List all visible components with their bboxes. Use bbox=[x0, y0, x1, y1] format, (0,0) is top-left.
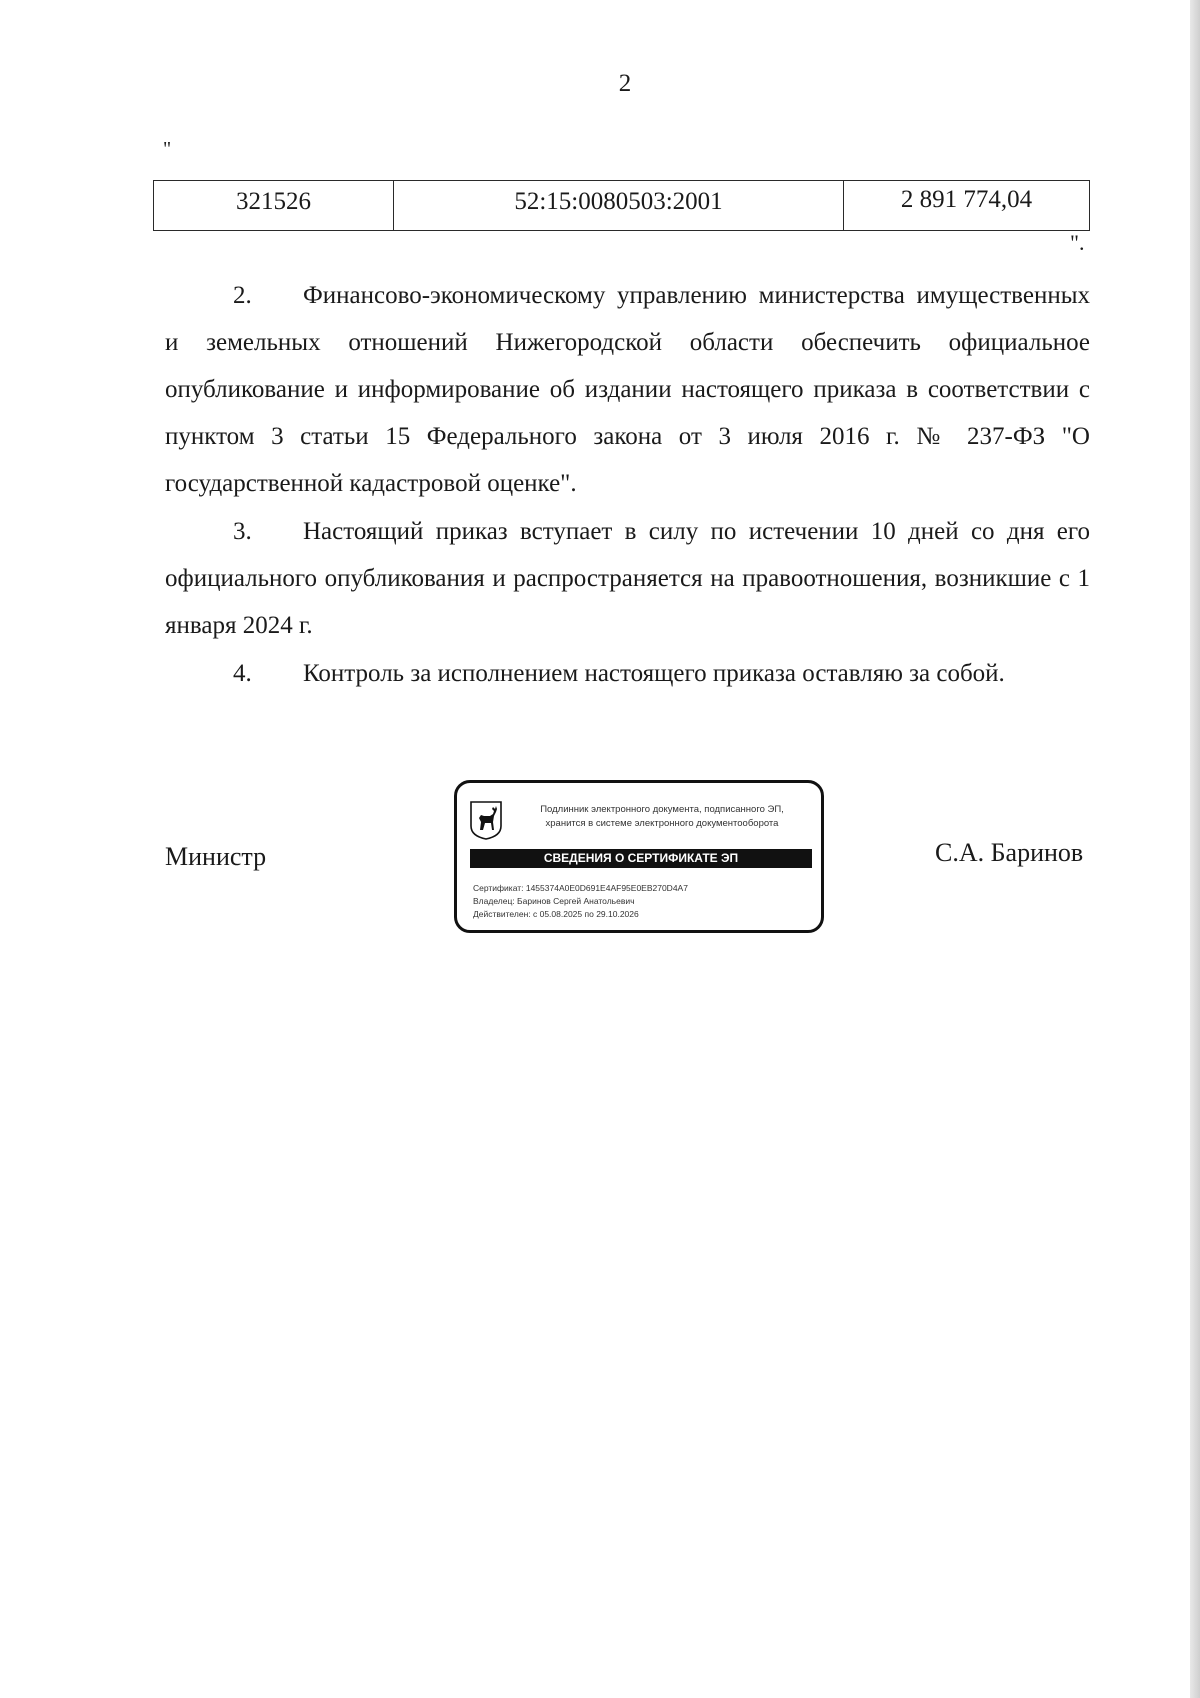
signatory-title: Министр bbox=[165, 842, 267, 871]
table-cell-cadastral-value: 2 891 774,04 bbox=[900, 186, 1033, 213]
paragraph-3 bbox=[165, 508, 1090, 649]
signatory-name: С.А. Баринов bbox=[935, 838, 1084, 867]
paragraph-2 bbox=[165, 272, 1090, 507]
stamp-heading-line: Подлинник электронного документа, подписанного ЭП, bbox=[540, 804, 784, 815]
page-number: 2 bbox=[618, 70, 632, 97]
paragraph-number: 2. bbox=[233, 282, 252, 309]
paragraph-text: Финансово-экономическому управлению министерства имущественных и земельных отношений Нижегородской области обеспечить официальное опубликование и информирование об издании настоящего приказа в соответствии с пунктом 3 статьи 15 Федерального закона от 3 июля 2016 г. № 237-ФЗ "О государственной кадастровой оценке". bbox=[165, 282, 1090, 497]
opening-quote-mark: " bbox=[163, 138, 172, 160]
certificate-details bbox=[473, 882, 688, 921]
certificate-validity: Действителен: с 05.08.2025 по 29.10.2026 bbox=[473, 909, 639, 919]
paragraph-number: 3. bbox=[233, 518, 252, 545]
cadastral-table bbox=[153, 180, 1090, 231]
table-cell-id: 321526 bbox=[154, 181, 394, 230]
stamp-heading-line: хранится в системе электронного документооборота bbox=[545, 818, 779, 829]
table-cell-cadastral-number: 52:15:0080503:2001 bbox=[394, 181, 844, 230]
certificate-info-bar: СВЕДЕНИЯ О СЕРТИФИКАТЕ ЭП bbox=[470, 849, 812, 868]
certificate-owner: Владелец: Баринов Сергей Анатольевич bbox=[473, 896, 635, 906]
paragraph-4 bbox=[165, 650, 1090, 697]
electronic-signature-stamp bbox=[454, 780, 824, 933]
paragraph-text: Настоящий приказ вступает в силу по истечении 10 дней со дня его официального опубликования и распространяется на правоотношения, возникшие с 1 января 2024 г. bbox=[165, 518, 1090, 639]
stamp-heading bbox=[517, 803, 807, 831]
paragraph-text: Контроль за исполнением настоящего приказа оставляю за собой. bbox=[303, 660, 1005, 687]
certificate-number: Сертификат: 1455374A0E0D691E4AF95E0EB270D4A7 bbox=[473, 883, 688, 893]
closing-quote-mark: ". bbox=[1070, 230, 1085, 255]
deer-coat-of-arms-icon bbox=[469, 800, 503, 840]
scan-edge bbox=[1190, 0, 1200, 1698]
paragraph-number: 4. bbox=[233, 660, 252, 687]
